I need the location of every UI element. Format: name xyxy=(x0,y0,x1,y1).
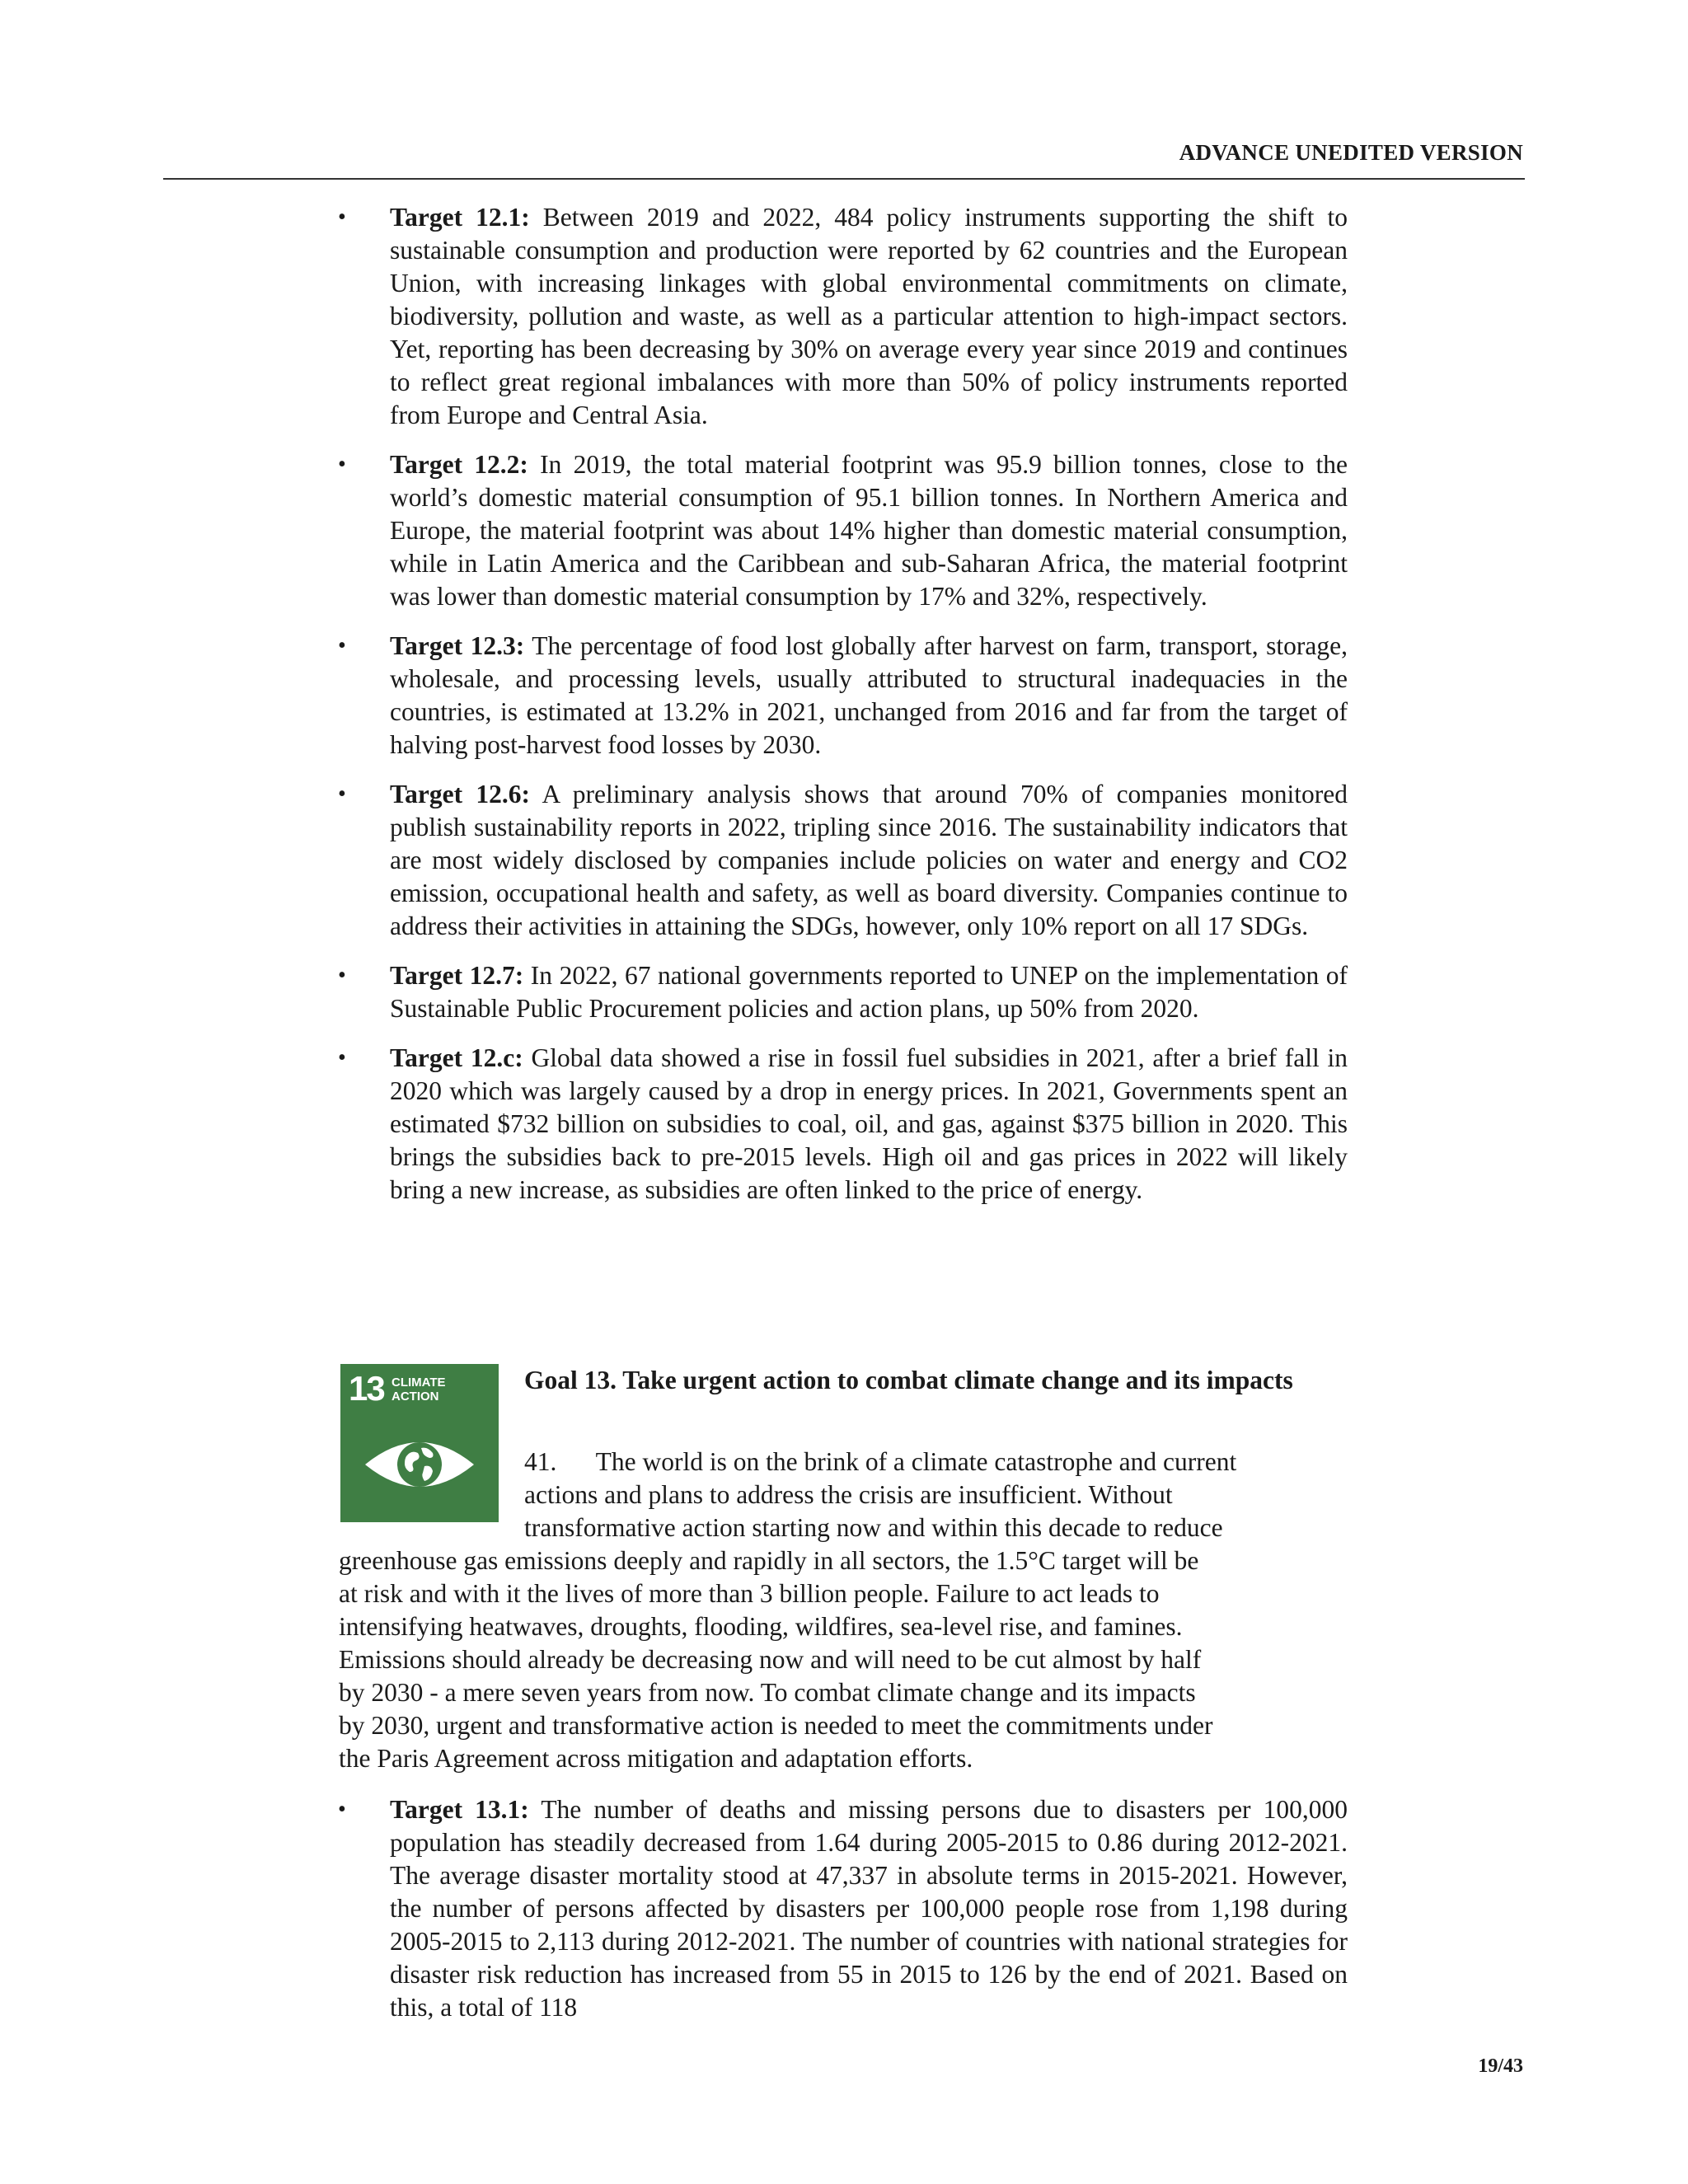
bullet-icon: • xyxy=(338,1797,346,1822)
target-label: Target 12.3: xyxy=(390,631,525,660)
target-12-1-item xyxy=(338,201,1348,432)
bullet-icon: • xyxy=(338,204,346,230)
paragraph-line-text: The world is on the brink of a climate catastrophe and current xyxy=(595,1447,1237,1476)
sdg-number: 13 xyxy=(349,1369,384,1408)
paragraph-line: intensifying heatwaves, droughts, flooding, wildfires, sea-level rise, and famines. xyxy=(339,1612,1183,1641)
target-13-1-item xyxy=(338,1793,1348,2024)
target-text: A preliminary analysis shows that around 70% of companies monitored publish sustainability reports in 2022, tripling since 2016. The sustainability indicators that are most widely disclosed by companies include policies on water and energy and CO2 emission, occupational health and safety, as well as board diversity. Companies continue to address their activities in attaining the SDGs, however, only 10% report on all 17 SDGs. xyxy=(390,780,1348,940)
target-12-c-item xyxy=(338,1042,1348,1207)
target-12-3-item xyxy=(338,630,1348,762)
paragraph-line: at risk and with it the lives of more than 3 billion people. Failure to act leads to xyxy=(339,1579,1160,1608)
target-text: In 2022, 67 national governments reported to UNEP on the implementation of Sustainable Public Procurement policies and action plans, up 50% from 2020. xyxy=(390,961,1348,1023)
paragraph-line xyxy=(339,1446,1348,1479)
paragraph-line: greenhouse gas emissions deeply and rapidly in all sectors, the 1.5°C target will be xyxy=(339,1546,1199,1575)
target-12-7-item xyxy=(338,959,1348,1025)
bullet-icon: • xyxy=(338,633,346,658)
paragraph-line: transformative action starting now and within this decade to reduce xyxy=(524,1513,1223,1542)
target-label: Target 12.7: xyxy=(390,961,524,990)
goal13-target-list xyxy=(338,1793,1348,2024)
target-text: In 2019, the total material footprint was 95.9 billion tonnes, close to the world’s domestic material consumption of 95.1 billion tonnes. In Northern America and Europe, the material footprint was about 14% higher than domestic material consumption, while in Latin America and the Caribbean and sub-Saharan Africa, the material footprint was lower than domestic material consumption by 17% and 32%, respectively. xyxy=(390,450,1348,611)
paragraph-line: by 2030 - a mere seven years from now. To combat climate change and its impacts xyxy=(339,1678,1196,1707)
sdg-title-line1: CLIMATE xyxy=(392,1376,446,1390)
target-text: The number of deaths and missing persons due to disasters per 100,000 population has steadily decreased from 1.64 during 2005-2015 to 0.86 during 2012-2021. The average disaster mortality stood at 47,337 in absolute terms in 2015-2021. However, the number of persons affected by disasters per 100,000 people rose from 1,198 during 2005-2015 to 2,113 during 2012-2021. The number of countries with national strategies for disaster risk reduction has increased from 55 in 2015 to 126 by the end of 2021. Based on this, a total of 118 xyxy=(390,1795,1348,2022)
target-text: The percentage of food lost globally after harvest on farm, transport, storage, wholesale, and processing levels, usually attributed to structural inadequacies in the countries, is estimated at 13.2% in 2021, unchanged from 2016 and far from the target of halving post-harvest food losses by 2030. xyxy=(390,631,1348,759)
paragraph-line: Emissions should already be decreasing now and will need to be cut almost by half xyxy=(339,1645,1202,1674)
sdg-title-line2: ACTION xyxy=(392,1390,439,1404)
page-number: 19/43 xyxy=(1478,2055,1523,2077)
target-text: Between 2019 and 2022, 484 policy instruments supporting the shift to sustainable consumption and production were reported by 62 countries and the European Union, with increasing linkages with global environmental commitments on climate, biodiversity, pollution and waste, as well as a particular attention to high-impact sectors. Yet, reporting has been decreasing by 30% on average every year since 2019 and continues to reflect great regional imbalances with more than 50% of policy instruments reported from Europe and Central Asia. xyxy=(390,203,1348,429)
paragraph-line: the Paris Agreement across mitigation and adaptation efforts. xyxy=(339,1744,973,1773)
target-text: Global data showed a rise in fossil fuel subsidies in 2021, after a brief fall in 2020 which was largely caused by a drop in energy prices. In 2021, Governments spent an estimated $732 billion on subsidies to coal, oil, and gas, against $375 billion in 2020. This brings the subsidies back to pre-2015 levels. High oil and gas prices in 2022 will likely bring a new increase, as subsidies are often linked to the price of energy. xyxy=(390,1043,1348,1204)
target-label: Target 12.2: xyxy=(390,450,528,479)
bullet-icon: • xyxy=(338,452,346,477)
bullet-icon: • xyxy=(338,781,346,807)
document-header-label: ADVANCE UNEDITED VERSION xyxy=(1179,140,1523,165)
paragraph-line: actions and plans to address the crisis are insufficient. Without xyxy=(524,1480,1173,1509)
target-12-2-item xyxy=(338,448,1348,613)
paragraph-line: by 2030, urgent and transformative action is needed to meet the commitments under xyxy=(339,1711,1213,1740)
paragraph-number: 41. xyxy=(524,1447,557,1476)
target-12-6-item xyxy=(338,778,1348,943)
goal13-title: Goal 13. Take urgent action to combat climate change and its impacts xyxy=(524,1366,1293,1394)
target-label: Target 12.1: xyxy=(390,203,530,232)
paragraph-41 xyxy=(339,1446,1348,1775)
header-divider xyxy=(163,178,1525,180)
bullet-icon: • xyxy=(338,1045,346,1071)
sdg-title xyxy=(392,1376,446,1404)
goal12-target-list xyxy=(338,201,1348,1207)
target-label: Target 13.1: xyxy=(390,1795,529,1824)
target-label: Target 12.6: xyxy=(390,780,530,808)
bullet-icon: • xyxy=(338,963,346,988)
target-label: Target 12.c: xyxy=(390,1043,523,1072)
